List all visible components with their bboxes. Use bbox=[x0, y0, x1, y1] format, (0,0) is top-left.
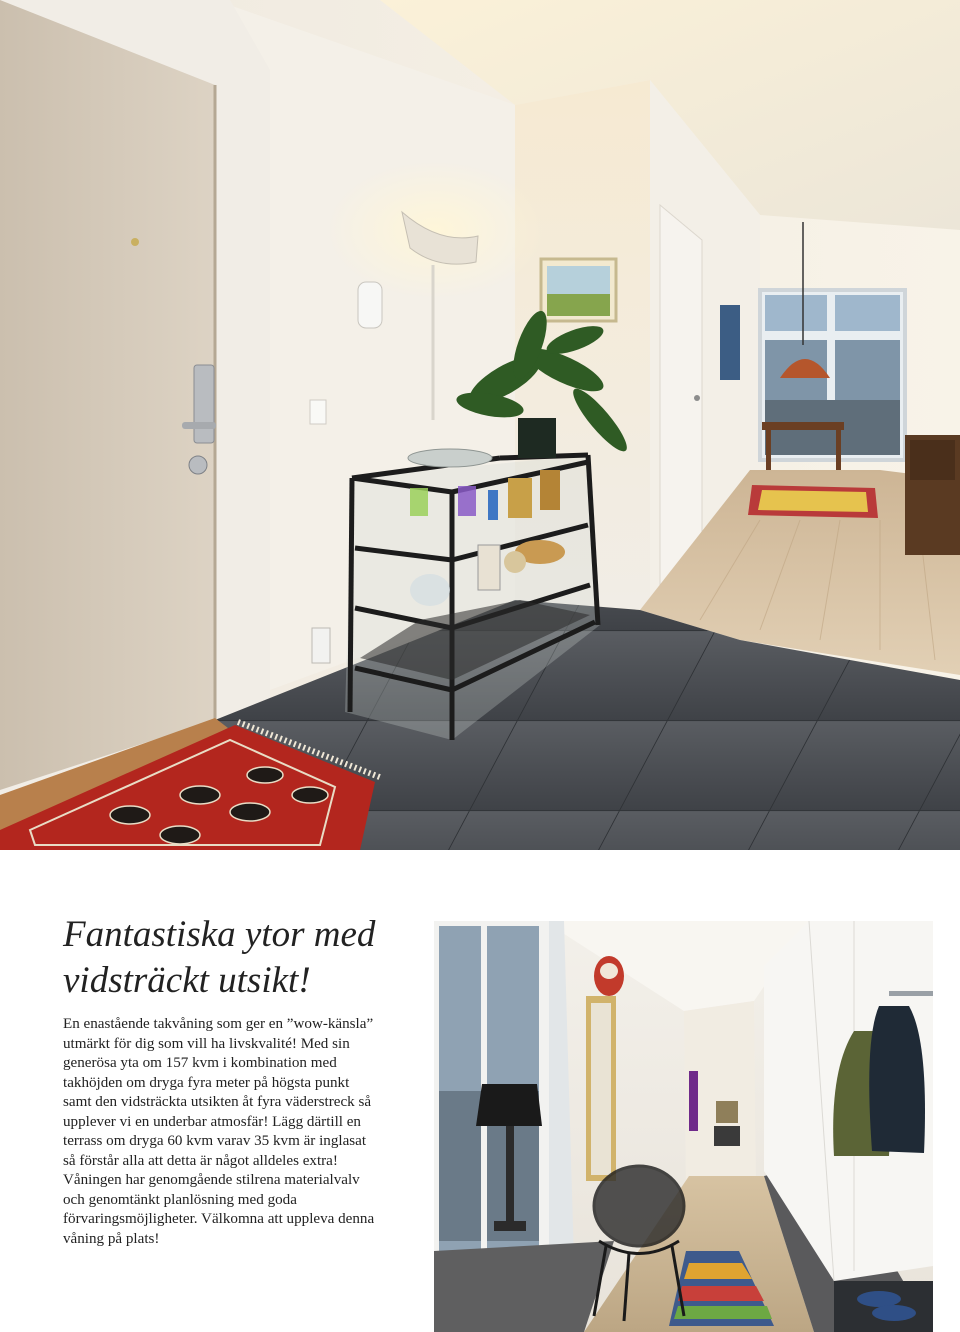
hallway-illustration bbox=[434, 921, 933, 1332]
article-headline: Fantastiska ytor med vidsträckt utsikt! bbox=[63, 914, 376, 1001]
hallway-photo bbox=[434, 921, 933, 1332]
article-body: En enastående takvåning som ger en ”wow-känsla” utmärkt för dig som vill ha livskvalité! Med sin generösa yta om 157 kvm i kombination med takhöjden om dryga fyra meter på högsta punkt samt den vidsträckta utsikten åt fyra väderstreck så upplever vi en underbar atmosfär! Lägg därtill en terrass om dryga 60 kvm varav 35 kvm är inglasat så förstår alla att detta är något alldeles extra! Våningen har genomgående stilrena materialvalv och genomtänkt planlösning med goda förvaringsmöjligheter. Välkomna att uppleva denna våning på plats! bbox=[63, 1016, 375, 1247]
front-door bbox=[0, 0, 215, 790]
